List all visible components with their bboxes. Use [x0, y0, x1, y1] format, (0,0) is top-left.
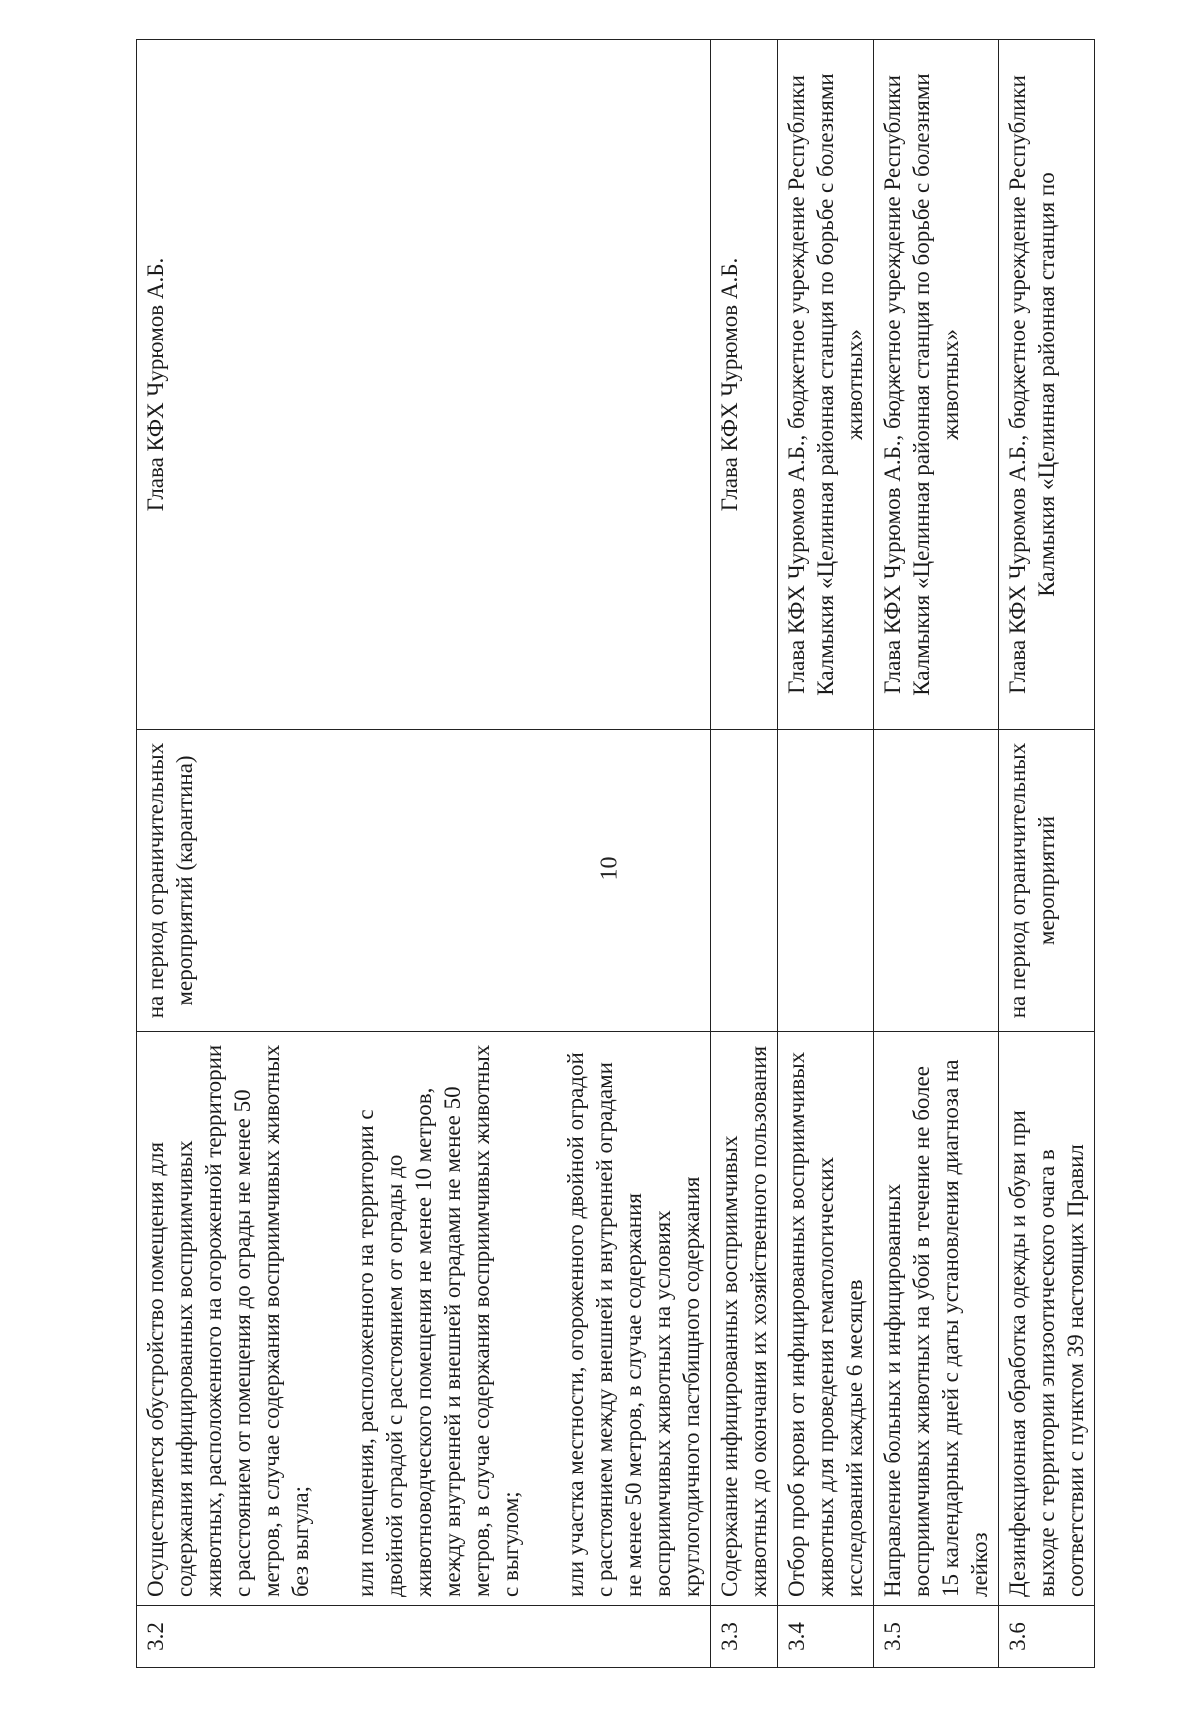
table-row	[778, 40, 874, 1668]
action-paragraph: или участка местности, огороженного двойной оградой с расстоянием между внешней и внутренней оградами не менее 50 метров, в случае содержания восприимчивых животных на условиях круглогодичного пастбищного содержания	[563, 1052, 704, 1597]
action-cell: Направление больных и инфицированных восприимчивых животных на убой в течение не более 15 календарных дней с даты установления диагноза на лейкоз	[874, 1032, 999, 1606]
action-paragraph: Осуществляется обустройство помещения для содержания инфицированных восприимчивых животных, расположенного на огороженной территории с расстоянием от помещения до ограды не менее 50 метров, в случае содержания восприимчивых животных без выгула;	[143, 1044, 313, 1597]
term-cell	[778, 730, 874, 1032]
table-row	[874, 40, 999, 1668]
row-number: 3.4	[778, 1606, 874, 1668]
row-number: 3.5	[874, 1606, 999, 1668]
table-row	[999, 40, 1095, 1668]
page-number: 10	[596, 856, 623, 881]
responsible-cell: Глава КФХ Чурюмов А.Б., бюджетное учреждение Республики Калмыкия «Целинная районная станция по	[999, 40, 1095, 730]
responsible-cell: Глава КФХ Чурюмов А.Б., бюджетное учреждение Республики Калмыкия «Целинная районная станция по борьбе с болезнями животных»	[874, 40, 999, 730]
responsible-cell: Глава КФХ Чурюмов А.Б., бюджетное учреждение Республики Калмыкия «Целинная районная станция по борьбе с болезнями животных»	[778, 40, 874, 730]
term-cell: на период ограничительных мероприятий	[999, 730, 1095, 1032]
action-cell	[137, 1032, 711, 1606]
action-paragraph: или помещения, расположенного на территории с двойной оградой с расстоянием от ограды до животноводческого помещения не менее 10 метров, между внутренней и внешней оградами не менее 50 метров, в случае содержания восприимчивых животных с выгулом;	[353, 1044, 523, 1597]
action-cell: Отбор проб крови от инфицированных восприимчивых животных для проведения гематологических исследований каждые 6 месяцев	[778, 1032, 874, 1606]
row-number: 3.3	[711, 1606, 778, 1668]
row-number: 3.6	[999, 1606, 1095, 1668]
term-cell	[874, 730, 999, 1032]
action-cell: Дезинфекционная обработка одежды и обуви при выходе с территории эпизоотического очага в соответствии с пунктом 39 настоящих Правил	[999, 1032, 1095, 1606]
action-cell: Содержание инфицированных восприимчивых животных до окончания их хозяйственного пользования	[711, 1032, 778, 1606]
table-row	[137, 40, 711, 1668]
term-cell: на период ограничительных мероприятий (карантина)	[137, 730, 711, 1032]
table-row	[711, 40, 778, 1668]
row-number: 3.2	[137, 1606, 711, 1668]
term-cell	[711, 730, 778, 1032]
responsible-cell: Глава КФХ Чурюмов А.Б.	[711, 40, 778, 730]
responsible-cell: Глава КФХ Чурюмов А.Б.	[137, 40, 711, 730]
